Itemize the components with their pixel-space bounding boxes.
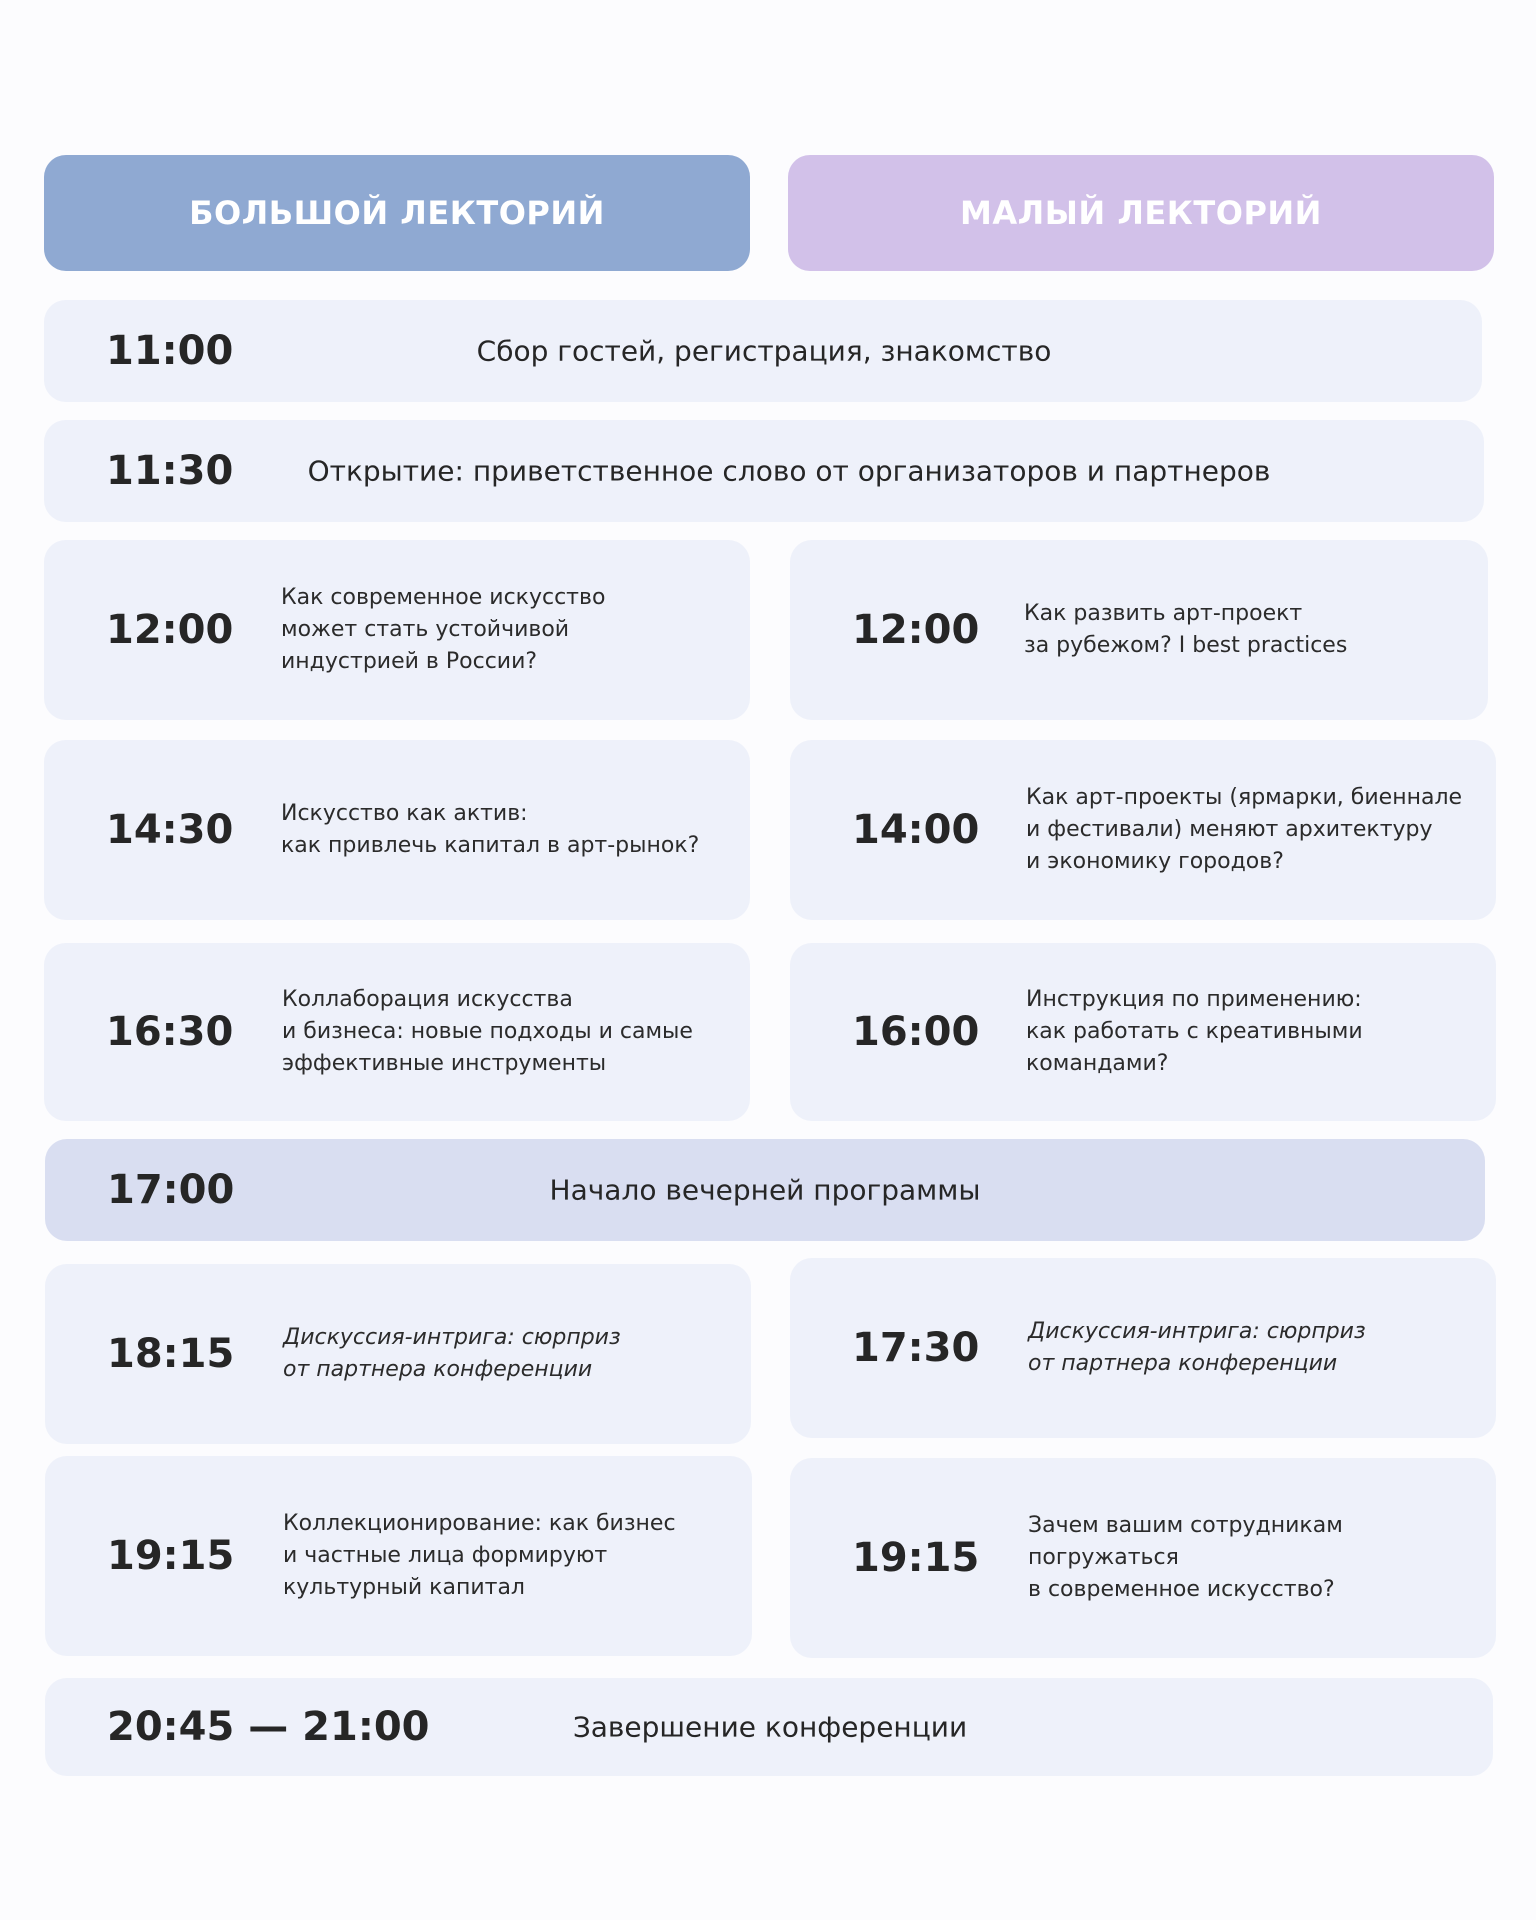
session-time: 16:30 <box>106 1009 234 1055</box>
schedule-row-1130 <box>44 420 1484 522</box>
schedule-row-2045 <box>45 1678 1493 1776</box>
row-time: 11:00 <box>106 328 234 374</box>
row-title: Завершение конференции <box>572 1710 968 1744</box>
row-time: 11:30 <box>106 448 234 494</box>
small-hall-header: МАЛЫЙ ЛЕКТОРИЙ <box>788 155 1494 271</box>
row-time: 20:45 — 21:00 <box>107 1704 430 1750</box>
row-time: 17:00 <box>107 1167 235 1213</box>
session-time: 12:00 <box>852 607 980 653</box>
session-title: Как арт-проекты (ярмарки, биеннале и фестивали) меняют архитектуру и экономику городов? <box>1026 785 1463 874</box>
session-title: Зачем вашим сотрудникам погружаться в современное искусство? <box>1028 1513 1343 1602</box>
session-title: Коллаборация искусства и бизнеса: новые подходы и самые эффективные инструменты <box>282 987 693 1076</box>
session-time: 14:00 <box>852 807 980 853</box>
session-time: 19:15 <box>852 1535 980 1581</box>
session-time: 18:15 <box>107 1331 235 1377</box>
session-title: Дискуссия-интрига: сюрприз от партнера конференции <box>1028 1319 1366 1376</box>
session-time: 16:00 <box>852 1009 980 1055</box>
small-hall-session-1730 <box>790 1258 1496 1438</box>
session-time: 19:15 <box>107 1533 235 1579</box>
row-title: Начало вечерней программы <box>549 1173 981 1207</box>
schedule-row-1100 <box>44 300 1482 402</box>
session-title: Дискуссия-интрига: сюрприз от партнера конференции <box>283 1325 621 1382</box>
small-hall-session-1915 <box>790 1458 1496 1658</box>
small-hall-session-1200 <box>790 540 1488 720</box>
big-hall-header: БОЛЬШОЙ ЛЕКТОРИЙ <box>44 155 750 271</box>
big-hall-session-1815 <box>45 1264 751 1444</box>
session-time: 17:30 <box>852 1325 980 1371</box>
session-time: 12:00 <box>106 607 234 653</box>
session-title: Как развить арт-проект за рубежом? I best practices <box>1024 601 1348 658</box>
session-time: 14:30 <box>106 807 234 853</box>
big-hall-session-1430 <box>44 740 750 920</box>
small-hall-session-1600 <box>790 943 1496 1121</box>
row-title: Открытие: приветственное слово от организаторов и партнеров <box>307 454 1271 488</box>
session-title: Искусство как актив: как привлечь капитал в арт-рынок? <box>281 801 700 858</box>
schedule-row-1700 <box>45 1139 1485 1241</box>
small-hall-session-1400 <box>790 740 1496 920</box>
big-hall-session-1200 <box>44 540 750 720</box>
session-title: Коллекционирование: как бизнес и частные лица формируют культурный капитал <box>283 1511 676 1600</box>
big-hall-session-1630 <box>44 943 750 1121</box>
session-title: Инструкция по применению: как работать с креативными командами? <box>1026 987 1363 1076</box>
row-title: Сбор гостей, регистрация, знакомство <box>476 334 1052 368</box>
big-hall-session-1915 <box>45 1456 752 1656</box>
session-title: Как современное искусство может стать устойчивой индустрией в России? <box>281 585 606 674</box>
